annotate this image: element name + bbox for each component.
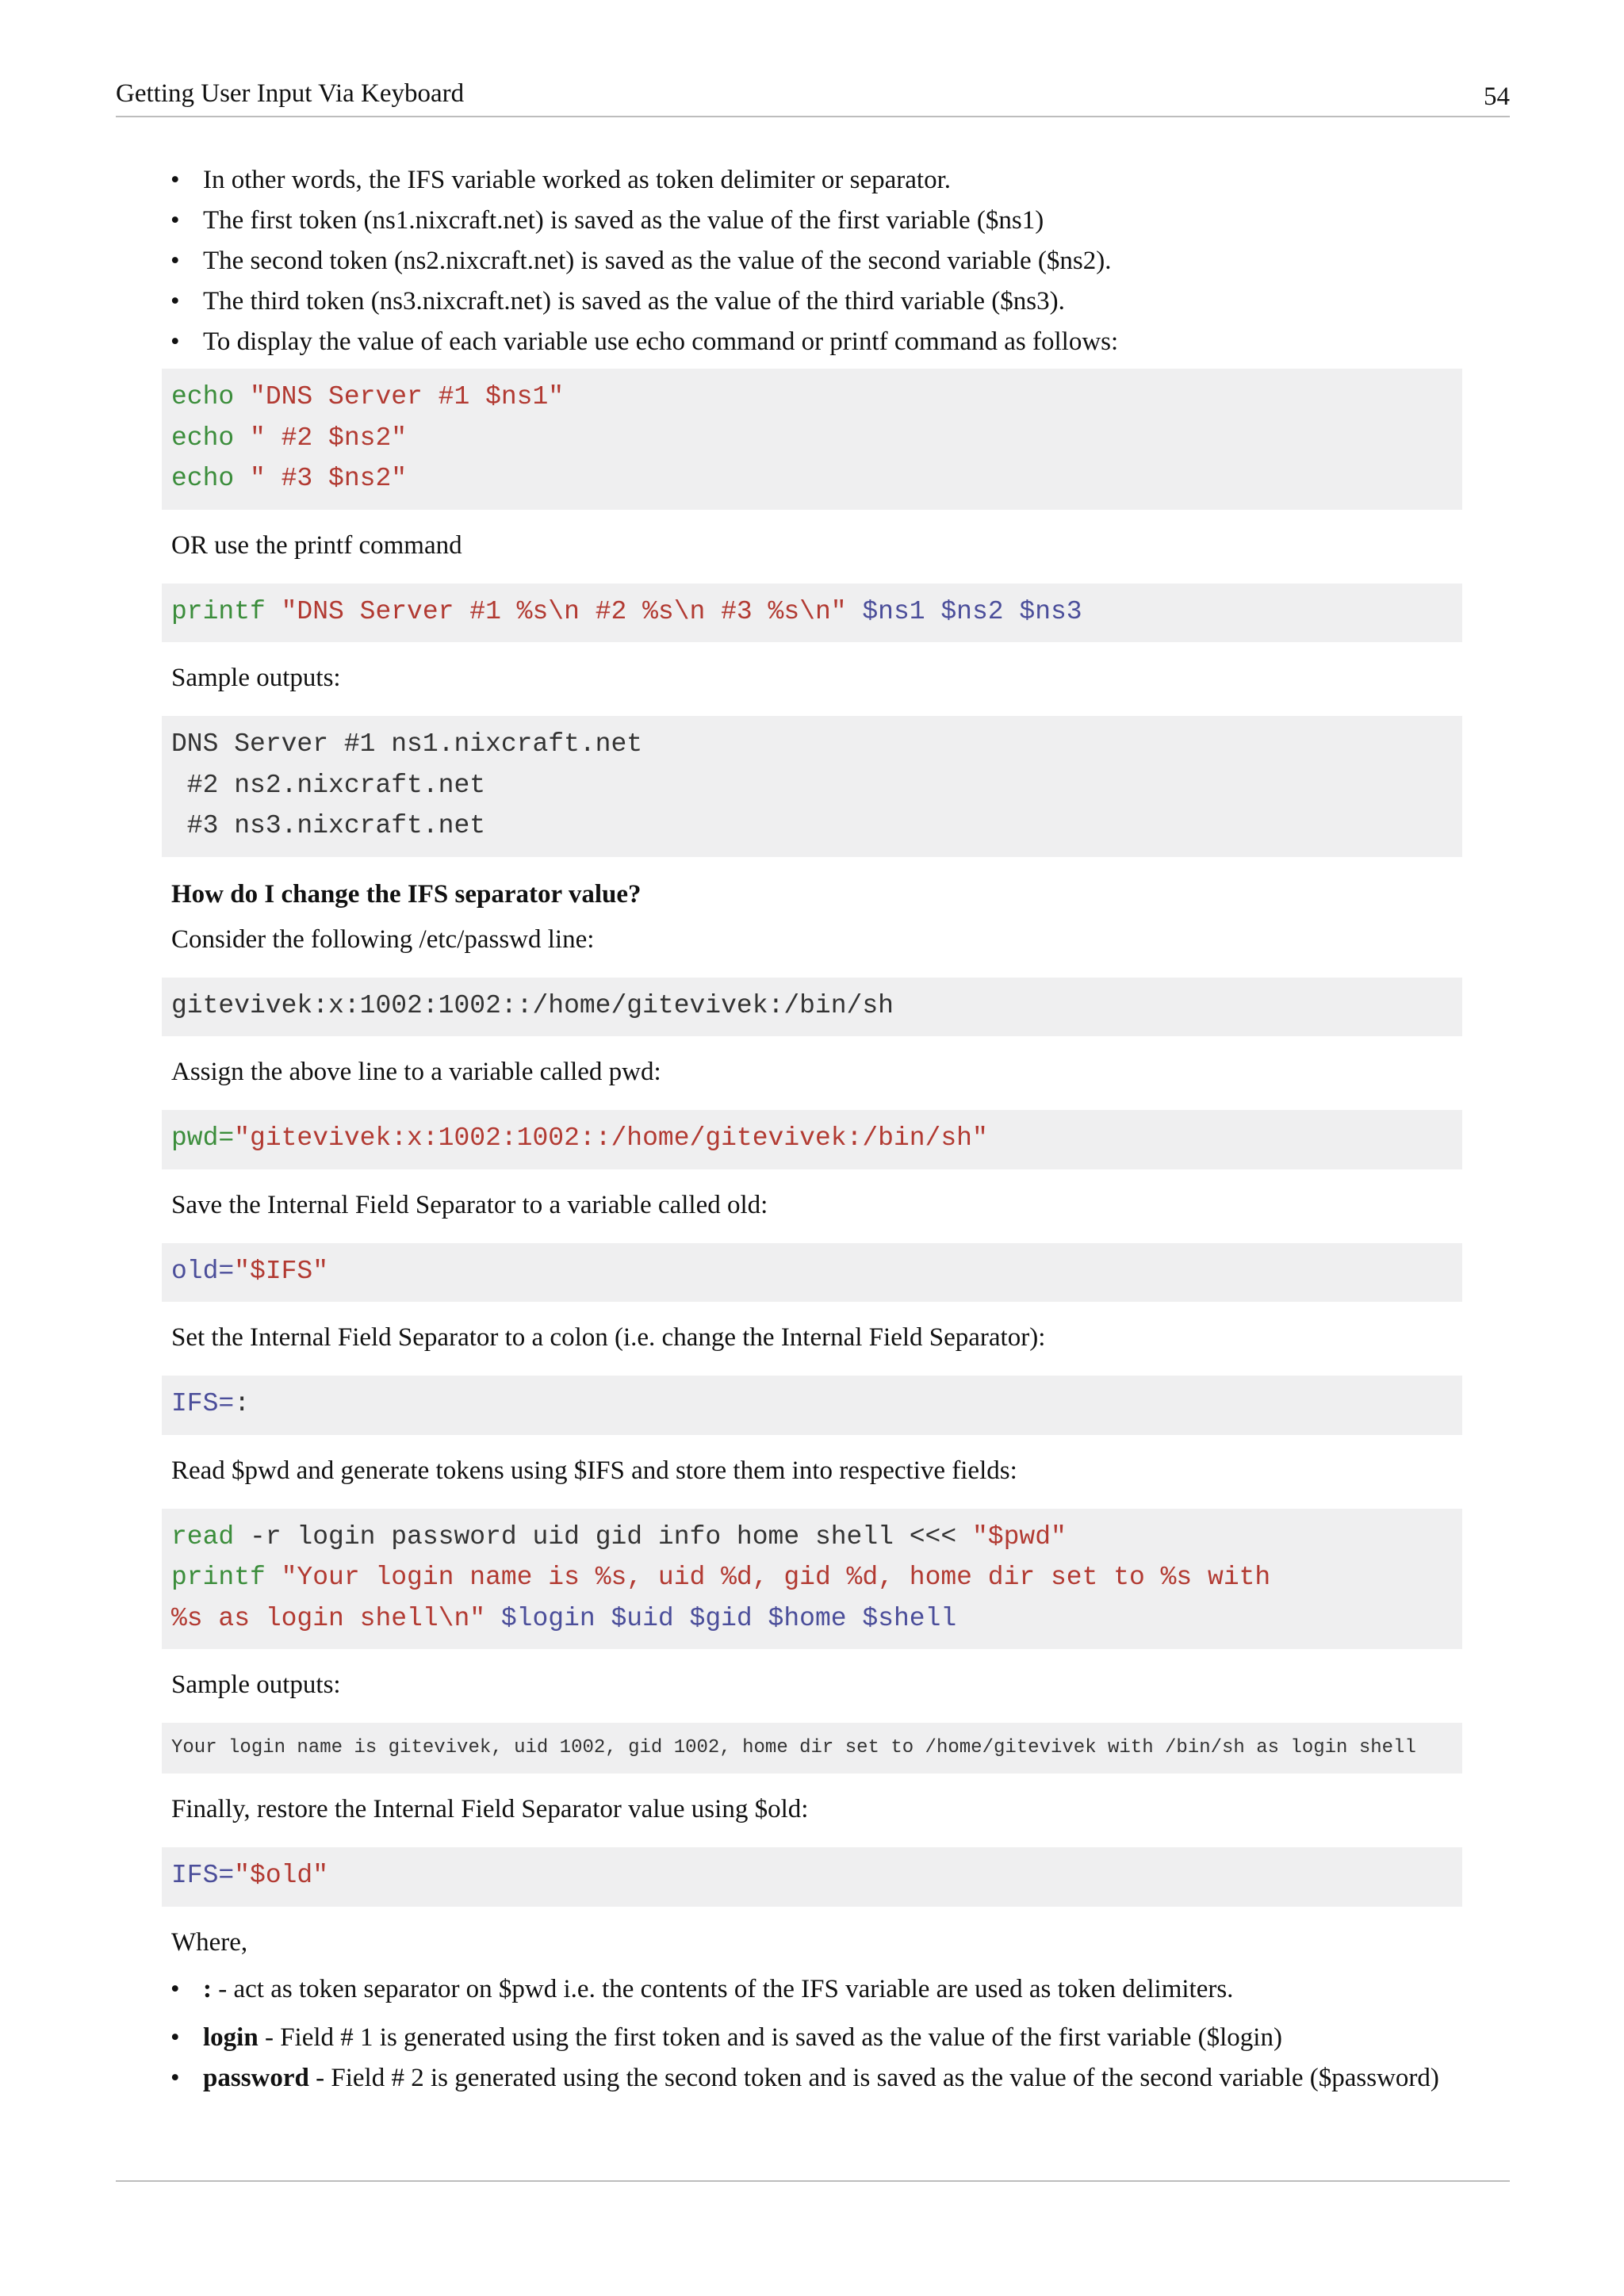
term-description: - Field # 2 is generated using the second token and is saved as the value of the second variable ($password) — [308, 2063, 1439, 2092]
chapter-title: Getting User Input Via Keyboard — [116, 79, 465, 108]
paragraph: Sample outputs: — [171, 664, 341, 692]
code-string: %s as login shell\n" — [171, 1603, 486, 1633]
code-variable: $ns1 $ns2 $ns3 — [846, 596, 1082, 626]
code-text: : — [234, 1389, 251, 1418]
intro-bullet-list — [161, 160, 1462, 362]
paragraph: Assign the above line to a variable called pwd: — [171, 1058, 661, 1086]
code-keyword: echo — [171, 464, 235, 493]
code-variable: old= — [171, 1256, 235, 1286]
footer-divider — [116, 2180, 1510, 2182]
code-string: "gitevivek:x:1002:1002::/home/gitevivek:/bin/sh" — [234, 1123, 988, 1153]
output-line: Your login name is gitevivek, uid 1002, gid 1002, home dir set to /home/gitevivek with /bin/sh as login shell — [171, 1737, 1416, 1758]
paragraph: Sample outputs: — [171, 1670, 341, 1699]
output-line: DNS Server #1 ns1.nixcraft.net — [171, 729, 643, 759]
code-keyword: printf — [171, 596, 266, 626]
paragraph: Set the Internal Field Separator to a colon (i.e. change the Internal Field Separator): — [171, 1323, 1046, 1352]
echo-code-block — [162, 369, 1462, 510]
term-description: - Field # 1 is generated using the first token and is saved as the value of the first variable ($login) — [258, 2022, 1282, 2052]
page-content — [162, 160, 1462, 2107]
page-header — [116, 75, 1510, 117]
term: login — [203, 2022, 259, 2052]
list-item: • In other words, the IFS variable worked as token delimiter or separator. — [161, 160, 1462, 201]
paragraph: OR use the printf command — [171, 530, 462, 560]
code-string: "DNS Server #1 %s\n #2 %s\n #3 %s\n" — [265, 596, 847, 626]
ifs-colon-code-block — [162, 1376, 1462, 1435]
term: password — [203, 2063, 309, 2092]
code-text: -r login password uid gid info home shell <<< — [234, 1521, 972, 1552]
paragraph: Finally, restore the Internal Field Separator value using $old: — [171, 1795, 809, 1823]
restore-code-block — [162, 1847, 1462, 1907]
list-item: • The first token (ns1.nixcraft.net) is saved as the value of the first variable ($ns1) — [161, 201, 1462, 241]
code-text: gitevivek:x:1002:1002::/home/gitevivek:/bin/sh — [171, 990, 894, 1020]
code-string: "Your login name is %s, uid %d, gid %d, home dir set to %s with — [265, 1563, 1271, 1592]
old-code-block — [162, 1243, 1462, 1303]
list-item: • The second token (ns2.nixcraft.net) is saved as the value of the second variable ($ns2). — [161, 241, 1462, 281]
code-string: "$old" — [234, 1861, 329, 1890]
pwd-code-block — [162, 1110, 1462, 1169]
printf-code-block — [162, 584, 1462, 643]
code-string: " #3 $ns2" — [234, 464, 408, 493]
list-item: • To display the value of each variable use echo command or printf command as follows: — [161, 322, 1462, 362]
where-bullet-list — [161, 1969, 1462, 2099]
code-variable: $login $uid $gid $home $shell — [485, 1603, 957, 1633]
paragraph: Consider the following /etc/passwd line: — [171, 924, 595, 954]
read-code-block — [162, 1509, 1462, 1650]
section-heading: How do I change the IFS separator value? — [171, 879, 642, 909]
code-keyword: echo — [171, 382, 235, 411]
list-item — [161, 2018, 1462, 2058]
code-string: "$pwd" — [971, 1521, 1067, 1552]
paragraph: Save the Internal Field Separator to a variable called old: — [171, 1190, 768, 1219]
code-keyword: read — [171, 1521, 235, 1552]
paragraph: Where, — [171, 1927, 248, 1957]
term-description: - act as token separator on $pwd i.e. the contents of the IFS variable are used as token delimiters. — [212, 1974, 1234, 2003]
code-keyword: echo — [171, 423, 235, 453]
page-number: 54 — [1484, 82, 1510, 111]
term: : — [203, 1974, 212, 2003]
code-string: "DNS Server #1 $ns1" — [234, 382, 565, 411]
output-block — [162, 716, 1462, 857]
output-line: #3 ns3.nixcraft.net — [171, 811, 486, 840]
list-item: • The third token (ns3.nixcraft.net) is saved as the value of the third variable ($ns3). — [161, 281, 1462, 322]
output-block-small — [162, 1723, 1462, 1774]
list-item — [161, 2058, 1462, 2099]
code-string: "$IFS" — [234, 1256, 329, 1286]
code-variable: IFS= — [171, 1861, 235, 1890]
code-string: " #2 $ns2" — [234, 423, 408, 453]
code-keyword: printf — [171, 1563, 266, 1592]
list-item — [161, 1969, 1462, 2010]
output-line: #2 ns2.nixcraft.net — [171, 770, 486, 800]
code-keyword: pwd= — [171, 1123, 235, 1153]
passwd-code-block — [162, 978, 1462, 1037]
paragraph: Read $pwd and generate tokens using $IFS and store them into respective fields: — [171, 1456, 1017, 1485]
code-variable: IFS= — [171, 1389, 235, 1418]
